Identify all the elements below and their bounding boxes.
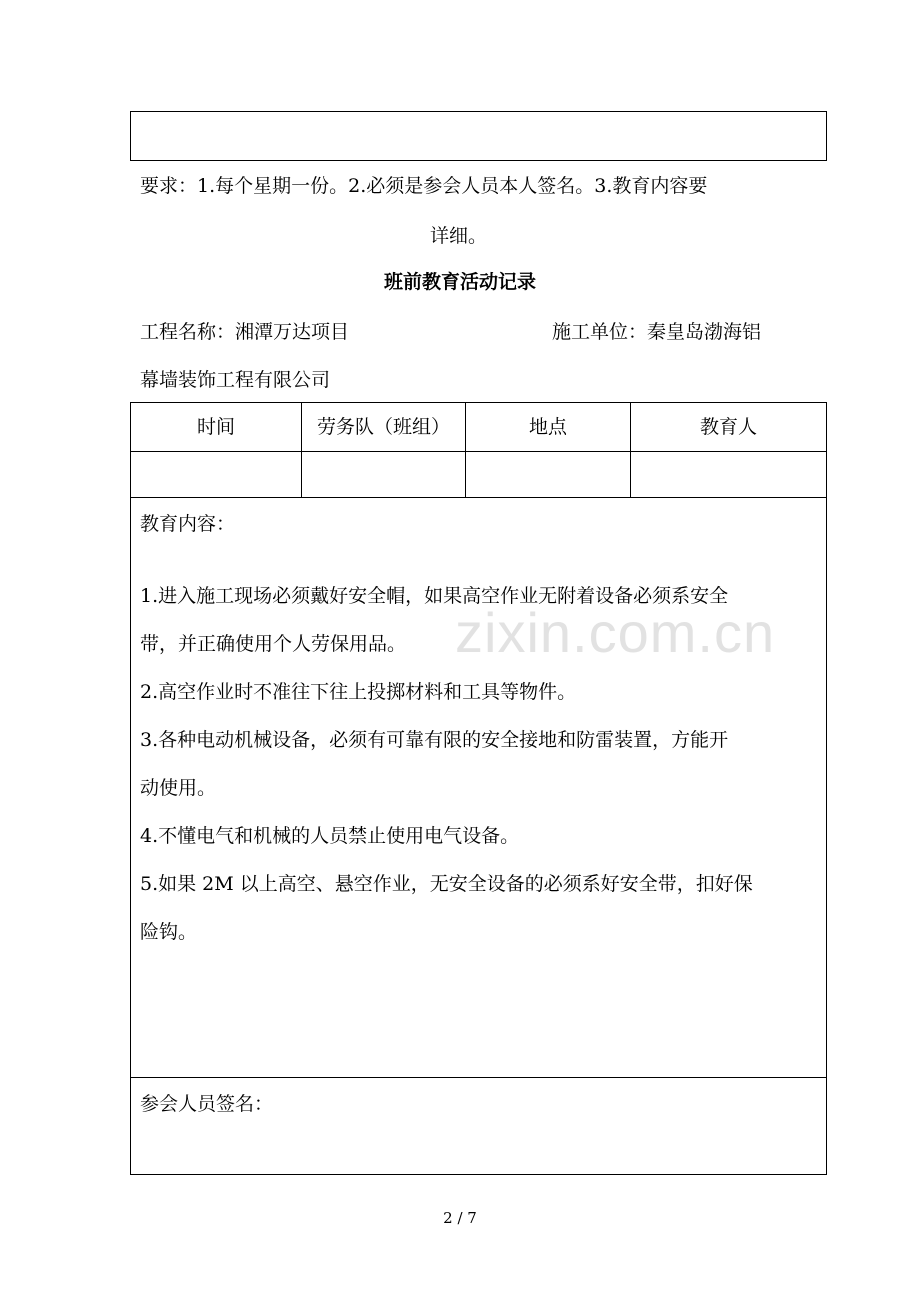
content-line-5: 动使用。 xyxy=(140,777,217,799)
page-number: 2 / 7 xyxy=(443,1209,477,1227)
content-line-1: 1.进入施工现场必须戴好安全帽，如果高空作业无附着设备必须系安全 xyxy=(140,585,729,607)
requirements-line-2: 详细。 xyxy=(430,225,488,247)
value-row-divider xyxy=(130,497,827,498)
previous-form-tail-box xyxy=(130,111,827,161)
content-line-7: 5.如果 2M 以上高空、悬空作业，无安全设备的必须系好安全带，扣好保 xyxy=(140,873,753,895)
construction-unit-line-2: 幕墙装饰工程有限公司 xyxy=(140,369,331,391)
content-line-6: 4.不懂电气和机械的人员禁止使用电气设备。 xyxy=(140,825,520,847)
page-title: 班前教育活动记录 xyxy=(383,271,536,293)
header-educator: 教育人 xyxy=(699,416,757,438)
signature-area[interactable] xyxy=(131,1120,826,1174)
educator-value-cell[interactable] xyxy=(631,452,826,497)
content-line-4: 3.各种电动机械设备，必须有可靠有限的安全接地和防雷装置，方能开 xyxy=(140,729,729,751)
watermark-text: zixin.com.cn xyxy=(455,601,776,664)
content-section-divider xyxy=(130,1077,827,1078)
time-value-cell[interactable] xyxy=(131,452,301,497)
labor-team-value-cell[interactable] xyxy=(302,452,465,497)
content-line-3: 2.高空作业时不准往下往上投掷材料和工具等物件。 xyxy=(140,681,577,703)
header-time: 时间 xyxy=(196,416,235,438)
location-value-cell[interactable] xyxy=(466,452,630,497)
header-labor-team: 劳务队（班组） xyxy=(316,416,450,438)
education-content-label: 教育内容： xyxy=(140,513,236,535)
requirements-line-1: 要求：1.每个星期一份。2.必须是参会人员本人签名。3.教育内容要 xyxy=(140,175,708,197)
header-location: 地点 xyxy=(528,416,567,438)
content-line-8: 险钩。 xyxy=(140,921,198,943)
project-name: 工程名称：湘潭万达项目 xyxy=(140,321,350,343)
content-line-2: 带，并正确使用个人劳保用品。 xyxy=(140,633,407,655)
signature-label: 参会人员签名： xyxy=(140,1093,274,1115)
construction-unit-line-1: 施工单位：秦皇岛渤海铝 xyxy=(552,321,762,343)
